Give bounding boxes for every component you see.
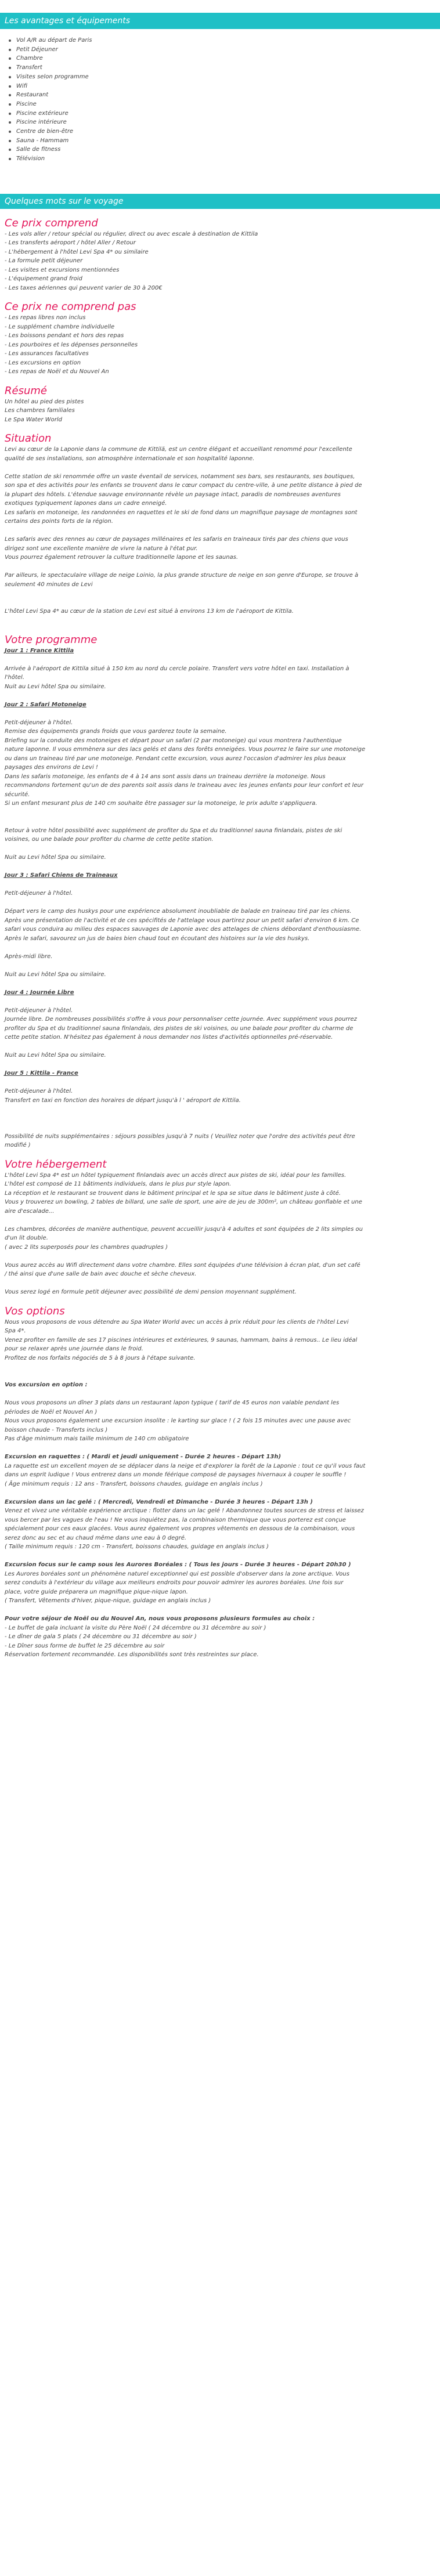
accommodation-line: L'hôtel est composé de 11 bâtiments individuels, dans le plus pur style lapon. <box>5 1181 232 1188</box>
accommodation-line: L'hôtel Levi Spa 4* est un hôtel typiquement finlandais avec un accès direct aux pistes de ski, idéal pour les familles. <box>5 1172 347 1179</box>
price-includes-list <box>5 230 435 293</box>
price-includes-title: Ce prix comprend <box>5 216 98 229</box>
program-day-line: Journée libre. De nombreuses possibilités s'offre à vous pour personnaliser cette journée. Avec supplément vous pourrez <box>5 1016 357 1023</box>
program-day-line: Briefing sur la conduite des motoneiges et départ pour un safari (2 par motoneige) qui vous montrera l'authentique <box>5 737 342 744</box>
equipment-item: Vol A/R au départ de Paris <box>7 36 440 45</box>
options-line: vous bercer par les vagues de l'eau ! Ne vous inquiétez pas, la combinaison thermique que vous porterez est conçue <box>5 1516 346 1523</box>
situation-line: Cette station de ski renommée offre un vaste éventail de services, notamment ses bars, ses restaurants, ses boutiques, <box>5 473 355 480</box>
program-day-heading: Jour 1 : France Kittila <box>5 647 74 654</box>
equipment-item: Salle de fitness <box>7 145 440 154</box>
options-line <box>5 1390 435 1399</box>
equipment-item: Sauna - Hammam <box>7 136 440 146</box>
program-day-heading: Jour 4 : Journée Libre <box>5 989 74 996</box>
options-line: Vos excursion en option : <box>5 1382 88 1389</box>
options-line <box>5 1372 435 1381</box>
price-excludes-list <box>5 313 435 377</box>
price_includes-line: - Les taxes aériennes qui peuvent varier de 30 à 200€ <box>5 284 163 291</box>
accommodation-line <box>5 1279 435 1288</box>
equipment-item: Visites selon programme <box>7 73 440 82</box>
content <box>0 209 440 1660</box>
options-line: La raquette est un excellent moyen de se déplacer dans la neige et d'explorer la forêt de la Laponie : tout ce qu'il vous faut <box>5 1462 366 1469</box>
options-line: Les Aurores boréales sont un phénomène naturel exceptionnel qui est possible d'observer dans la zone arctique. Vous <box>5 1570 349 1577</box>
options-line: boisson chaude - Transferts inclus ) <box>5 1426 108 1433</box>
program-day-line <box>5 1123 435 1132</box>
program-day-line <box>5 691 435 700</box>
trip-words-title: Quelques mots sur le voyage <box>5 196 124 206</box>
accommodation-line: Vous serez logé en formule petit déjeuner avec possibilité de demi pension moyennant supplément. <box>5 1289 297 1296</box>
price_excludes-line: - Les repas libres non inclus <box>5 315 86 321</box>
options-line: place, votre guide préparera un magnifique pique-nique lapon. <box>5 1588 188 1595</box>
price_includes-line: - Les vols aller / retour spécial ou régulier, direct ou avec escale à destination de Kittila <box>5 230 258 237</box>
options-line: ( Transfert, Vêtements d'hiver, pique-nique, guidage en anglais inclus ) <box>5 1598 211 1605</box>
options-line: Excursion dans un lac gelé : ( Mercredi, Vendredi et Dimanche - Durée 3 heures - Départ 13h ) <box>5 1498 313 1505</box>
program-day-line <box>5 880 435 890</box>
program-day-line: sécurité. <box>5 791 30 798</box>
options-line: dans un esprit ludique ! Vous entrerez dans un monde féérique composé de paysages hivernaux à couper le souffle ! <box>5 1472 347 1479</box>
program-day-line: paysages des environs de Levi ! <box>5 764 98 771</box>
program-day-line <box>5 709 435 718</box>
program-day-line <box>5 979 435 988</box>
equipment-item: Piscine intérieure <box>7 118 440 127</box>
situation-line: Vous pourrez également retrouver la culture traditionnelle lapone et les saunas. <box>5 554 239 561</box>
price_includes-line: - La formule petit déjeuner <box>5 258 83 265</box>
summary-title: Résumé <box>5 384 47 397</box>
price_excludes-line: - Les excursions en option <box>5 359 81 366</box>
situation-line <box>5 562 435 572</box>
program-day-line: safari vous conduira au milieu des espaces sauvages de Laponie avec des attelages de chiens débordant d'enthousiasme. <box>5 926 362 933</box>
program-day-line: Transfert en taxi en fonction des horaires de départ jusqu'à l ' aéroport de Kittila. <box>5 1097 241 1104</box>
options-line: serez conduits à l'extérieur du village aux meilleurs endroits pour pouvoir admirer les aurores boréales. Une fois sur <box>5 1580 344 1587</box>
options-line: Nous vous proposons un dîner 3 plats dans un restaurant lapon typique ( tarif de 45 euros non valable pendant les <box>5 1400 340 1407</box>
options-line: pour se relaxer après une journée dans le froid. <box>5 1346 143 1353</box>
program-day-line: cette petite station. N'hésitez pas également à nous demander nos listes d'activités optionnelles pré-réservable. <box>5 1034 333 1041</box>
price_excludes-line: - Les repas de Noël et du Nouvel An <box>5 368 109 375</box>
equipment-item: Chambre <box>7 54 440 63</box>
accommodation-line: Vous aurez accès au Wifi directement dans votre chambre. Elles sont équipées d'une télévision à écran plat, d'un set café <box>5 1262 360 1269</box>
program-day-line <box>5 898 435 908</box>
options-line: serez donc au sec et au chaud même dans une eau à 0 degré. <box>5 1534 187 1541</box>
program-day-line: Possibilité de nuits supplémentaires : séjours possibles jusqu'à 7 nuits ( Veuillez noter que l'ordre des activités peut être <box>5 1133 355 1140</box>
program-day-line: Départ vers le camp des huskys pour une expérience absolument inoubliable de balade en traineau tiré par les chiens. <box>5 908 352 915</box>
situation-line: Les safaris avec des rennes au cœur de paysages millénaires et les safaris en traineaux tirés par des chiens que vous <box>5 536 348 543</box>
equipment-item: Centre de bien-être <box>7 127 440 136</box>
accommodation-line: Vous y trouverez un bowling, 2 tables de billard, une salle de sport, une aire de jeu de 300m², un château gonflable et une <box>5 1199 362 1206</box>
options-line: - Le buffet de gala incluant la visite du Père Noël ( 24 décembre ou 31 décembre au soir ) <box>5 1624 266 1631</box>
accommodation-line <box>5 1216 435 1225</box>
situation-title: Situation <box>5 432 52 445</box>
price_excludes-line: - Les boissons pendant et hors des repas <box>5 333 124 339</box>
program-day-line: Nuit au Levi hôtel Spa ou similaire. <box>5 854 106 861</box>
program-day-line: ou dans un traineau tiré par une motoneige. Pendant cette excursion, vous aurez l'occasion d'admirer les plus beaux <box>5 755 346 762</box>
program-day-line: Petit-déjeuner à l'hôtel. <box>5 1088 73 1095</box>
equipment-item: Piscine extérieure <box>7 109 440 118</box>
program-day-line: Dans les safaris motoneige, les enfants de 4 à 14 ans sont assis dans un traineau derrière la motoneige. Nous <box>5 773 326 780</box>
program-day-line: Nuit au Levi hôtel Spa ou similaire. <box>5 1052 106 1059</box>
options-text <box>5 1318 435 1660</box>
program-day-line: Après une présentation de l'activité et de ces spécifités de l'attelage vous partirez pour un petit safari d'environ 6 km. Ce <box>5 917 359 924</box>
equipment-item: Restaurant <box>7 91 440 100</box>
options-line <box>5 1552 435 1561</box>
situation-line <box>5 463 435 472</box>
program-day-line: Retour à votre hôtel possibilité avec supplément de profiter du Spa et du traditionnel sauna finlandais, pistes de ski <box>5 827 342 834</box>
situation-line: dirigez sont une excellente manière de vivre la nature à l'état pur. <box>5 545 198 552</box>
program-day-line <box>5 655 435 664</box>
program-day-line: Nuit au Levi hôtel Spa ou similaire. <box>5 683 106 690</box>
program-day-line: l'hôtel. <box>5 674 25 681</box>
options-line: Venez et vivez une véritable expérience arctique : flotter dans un lac gelé ! Abandonnez toutes sources de stress et laissez <box>5 1508 364 1515</box>
accommodation-line: La réception et le restaurant se trouvent dans le bâtiment principal et le spa se situe dans le bâtiment juste à côté. <box>5 1190 341 1197</box>
program-day-line <box>5 808 435 818</box>
equipment-list <box>0 36 440 164</box>
summary-line: Les chambres familiales <box>5 407 75 414</box>
program-day-line <box>5 1114 435 1123</box>
situation-line: Les safaris en motoneige, les randonnées en raquettes et le ski de fond dans un magnifique paysage de montagnes sont <box>5 509 358 516</box>
equipment-item: Télévision <box>7 154 440 164</box>
program-day-line <box>5 862 435 872</box>
accommodation-title: Votre hébergement <box>5 1158 107 1170</box>
price_excludes-line: - Le supplément chambre individuelle <box>5 323 115 330</box>
situation-line: L'hôtel Levi Spa 4* au cœur de la station de Levi est situé à environs 13 km de l'aéroport de Kittila. <box>5 608 294 615</box>
advantages-title: Les avantages et équipements <box>5 16 131 26</box>
accommodation-text <box>5 1171 435 1297</box>
options-line: Pas d'âge minimum mais taille minimum de 140 cm obligatoire <box>5 1436 189 1443</box>
situation-line <box>5 526 435 536</box>
program-title: Votre programme <box>5 633 98 646</box>
program-day-line <box>5 1078 435 1088</box>
program-day-line: Petit-déjeuner à l'hôtel. <box>5 890 73 897</box>
program-day-heading: Jour 5 : Kittila - France <box>5 1070 78 1077</box>
program-day-line: Après-midi libre. <box>5 953 53 960</box>
program-day-line: modifié ) <box>5 1142 31 1149</box>
program-day-line <box>5 844 435 854</box>
program-day-heading: Jour 3 : Safari Chiens de Traineaux <box>5 872 118 879</box>
accommodation-line <box>5 1252 435 1261</box>
options-line: Pour votre séjour de Noël ou du Nouvel An, nous vous proposons plusieurs formules au choix : <box>5 1616 315 1623</box>
options-line: ( Âge minimum requis : 12 ans - Transfert, boissons chaudes, guidage en anglais inclus ) <box>5 1480 263 1487</box>
options-line: Nous vous proposons de vous détendre au Spa Water World avec un accès à prix réduit pour les clients de l'hôtel Levi <box>5 1318 349 1325</box>
options-line: - Le Dîner sous forme de buffet le 25 décembre au soir <box>5 1642 165 1649</box>
options-line: - Le dîner de gala 5 plats ( 24 décembre ou 31 décembre au soir ) <box>5 1634 197 1641</box>
options-line: ( Taille minimum requis : 120 cm - Transfert, boissons chaudes, guidage en anglais inclus ) <box>5 1544 269 1551</box>
situation-line: la plupart des hôtels. L'étendue sauvage environnante révèle un paysage intact, paradis de nombreuses aventures <box>5 491 341 498</box>
equipment-item: Piscine <box>7 100 440 109</box>
program-days <box>5 646 435 1150</box>
options-line: Excursion focus sur le camp sous les Aurores Boréales : ( Tous les jours - Durée 3 heures - Départ 20h30 ) <box>5 1562 351 1569</box>
program-day-line: profiter du Spa et du traditionnel sauna finlandais, des pistes de ski voisines, ou une balade pour profiter du charme de <box>5 1025 354 1032</box>
program-day-heading: Jour 2 : Safari Motoneige <box>5 701 86 708</box>
options-line <box>5 1363 435 1372</box>
trip-words-banner <box>0 194 440 209</box>
accommodation-line: ( avec 2 lits superposés pour les chambres quadruples ) <box>5 1244 168 1251</box>
summary-line: Le Spa Water World <box>5 416 62 423</box>
accommodation-line: aire d'escalade... <box>5 1208 55 1215</box>
program-day-line <box>5 961 435 970</box>
program-day-line <box>5 1042 435 1052</box>
price_excludes-line: - Les assurances facultatives <box>5 351 89 357</box>
options-line: Nous vous proposons également une excursion insolite : le karting sur glace ! ( 2 fois 15 minutes avec une pause avec <box>5 1418 351 1425</box>
options-line: Excursion en raquettes : ( Mardi et jeudi uniquement - Durée 2 heures - Départ 13h) <box>5 1454 282 1461</box>
program-day-line <box>5 1105 435 1114</box>
situation-line: exotiques typiquement lapones dans un cadre enneigé. <box>5 500 167 507</box>
options-title: Vos options <box>5 1305 65 1317</box>
page <box>0 13 440 2576</box>
options-line: spécialement pour ces eaux glacées. Vous aurez également vos propres vêtements en dessous de la combinaison, vous <box>5 1526 355 1533</box>
options-line: Profitez de nos forfaits négociés de 5 à 8 jours à l'étape suivante. <box>5 1354 196 1361</box>
options-line <box>5 1488 435 1498</box>
program-day-line: Petit-déjeuner à l'hôtel. <box>5 1007 73 1014</box>
summary-list <box>5 398 435 425</box>
price_includes-line: - Les transferts aéroport / hôtel Aller / Retour <box>5 240 136 247</box>
price-excludes-title: Ce prix ne comprend pas <box>5 301 136 313</box>
options-line: périodes de Noël et Nouvel An ) <box>5 1408 98 1415</box>
program-day-line: Si un enfant mesurant plus de 140 cm souhaite être passager sur la motoneige, le prix adulte s'appliquera. <box>5 800 318 807</box>
program-day-line: recommandons fortement qu'un de des parents soit assis dans le traineau avec les jeunes enfants pour leur confort et leur <box>5 782 363 789</box>
situation-line: seulement 40 minutes de Levi <box>5 581 93 588</box>
situation-line <box>5 589 435 598</box>
program-day-line: voisines, ou une balade pour profiter du charme de cette petite station. <box>5 836 214 843</box>
equipment-item: Transfert <box>7 63 440 73</box>
program-day-line <box>5 817 435 826</box>
program-day-line: Petit-déjeuner à l'hôtel. <box>5 719 73 726</box>
program-day-line <box>5 1060 435 1070</box>
situation-line <box>5 598 435 608</box>
program-day-line <box>5 943 435 952</box>
situation-line: Par ailleurs, le spectaculaire village de neige Loinio, la plus grande structure de neige en son genre d'Europe, se trouve à <box>5 572 359 579</box>
situation-line: Levi au cœur de la Laponie dans la commune de Kittilä, est un centre élégant et accueillant renommé pour l'excellente <box>5 446 352 453</box>
program-day-line: Remise des équipements grands froids que vous garderez toute la semaine. <box>5 728 227 735</box>
options-line <box>5 1444 435 1453</box>
options-line: Spa 4*. <box>5 1328 26 1335</box>
accommodation-line: / thé ainsi que d'une salle de bain avec douche et sèche cheveux. <box>5 1271 197 1278</box>
program-day-line: Nuit au Levi hôtel Spa ou similaire. <box>5 971 106 978</box>
options-line: Réservation fortement recommandée. Les disponibilités sont très restreintes sur place. <box>5 1652 259 1659</box>
price_includes-line: - L'équipement grand froid <box>5 276 82 283</box>
equipment-item: Wifi <box>7 82 440 91</box>
price_excludes-line: - Les pourboires et les dépenses personnelles <box>5 341 138 348</box>
situation-line: qualité de ses installations, son atmosphère internationale et son hospitalité laponne. <box>5 455 255 462</box>
situation-line: son spa et des activités pour les enfants se trouvent dans le cœur compact du centre-ville, à une petite distance à pied de <box>5 482 362 489</box>
program-day-line <box>5 997 435 1006</box>
program-day-line: Arrivée à l'aéroport de Kittila situé à 150 km au nord du cercle polaire. Transfert vers votre hôtel en taxi. Installation à <box>5 665 349 672</box>
situation-text <box>5 445 435 616</box>
accommodation-line: Les chambres, décorées de manière authentique, peuvent accueillir jusqu'à 4 adultes et sont équipées de 2 lits simples ou <box>5 1226 363 1233</box>
price_includes-line: - L'hébergement à l'hôtel Levi Spa 4* ou similaire <box>5 248 149 255</box>
equipment-item: Petit Déjeuner <box>7 45 440 55</box>
options-line: Venez profiter en famille de ses 17 piscines intérieures et extérieures, 9 saunas, hammam, bains à remous.. Le lieu idéal <box>5 1336 358 1343</box>
options-line <box>5 1606 435 1615</box>
advantages-banner <box>0 13 440 29</box>
program-day-line: nature laponne. Il vous emmènera sur des lacs gelés et dans des forêts enneigées. Vous pourrez le faire sur une motoneige <box>5 746 366 753</box>
situation-line: certains des points forts de la région. <box>5 518 113 525</box>
summary-line: Un hôtel au pied des pistes <box>5 398 84 405</box>
price_includes-line: - Les visites et excursions mentionnées <box>5 266 120 273</box>
accommodation-line: d'un lit double. <box>5 1235 48 1242</box>
program-day-line: Après le safari, savourez un jus de baies bien chaud tout en écoutant des histoires sur la vie des huskys. <box>5 935 310 942</box>
